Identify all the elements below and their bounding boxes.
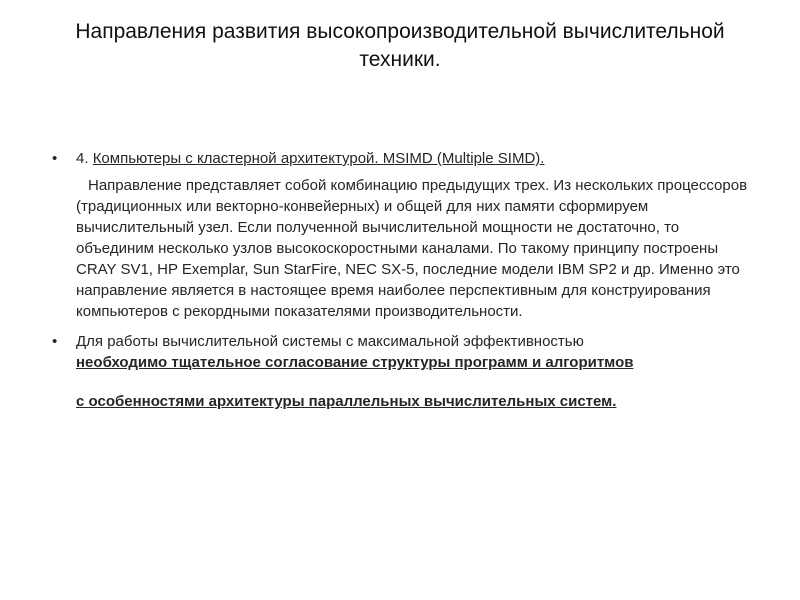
- slide-title-line-1: Направления развития высокопроизводительной вычислительной: [75, 20, 725, 43]
- bullet-dot-icon: •: [52, 150, 58, 167]
- slide-title-line-2: техники.: [359, 48, 441, 71]
- bullet-emphasis-line-2-wrap: [76, 391, 748, 412]
- bullet-dot-icon: •: [52, 333, 58, 350]
- bullet-heading: [76, 148, 748, 169]
- bullet-item-clusters: [48, 148, 748, 322]
- bullet-item-efficiency: [48, 331, 748, 412]
- slide-title: [40, 18, 760, 74]
- bullet-body-text: Направление представляет собой комбинацию предыдущих трех. Из нескольких процессоров (традиционных или векторно-конвейерных) и общей для них памяти сформируем вычислительный узел. Если полученной вычислительной мощности не достаточно, то объединим несколько узлов высокоскоростными каналами. По такому принципу построены CRAY SV1, HP Exemplar, Sun StarFire, NEC SX-5, последние модели IBM SP2 и др. Именно это направление является в настоящее время наиболее перспективным для конструирования компьютеров с рекордными показателями производительности.: [76, 177, 748, 320]
- bullet-emphasis-end: .: [612, 393, 617, 410]
- bullet-heading-text: Компьютеры с кластерной архитектурой. MSIMD (Multiple SIMD).: [92, 150, 545, 167]
- slide-content: [48, 148, 748, 412]
- bullet-number: 4.: [76, 150, 89, 167]
- bullet-emphasis-line-2: с особенностями архитектуры параллельных вычислительных систем: [76, 393, 613, 410]
- bullet-emphasis-line-1: необходимо тщательное согласование структуры программ и алгоритмов: [76, 354, 634, 371]
- bullet-intro-text: Для работы вычислительной системы с максимальной эффективностью: [76, 333, 584, 350]
